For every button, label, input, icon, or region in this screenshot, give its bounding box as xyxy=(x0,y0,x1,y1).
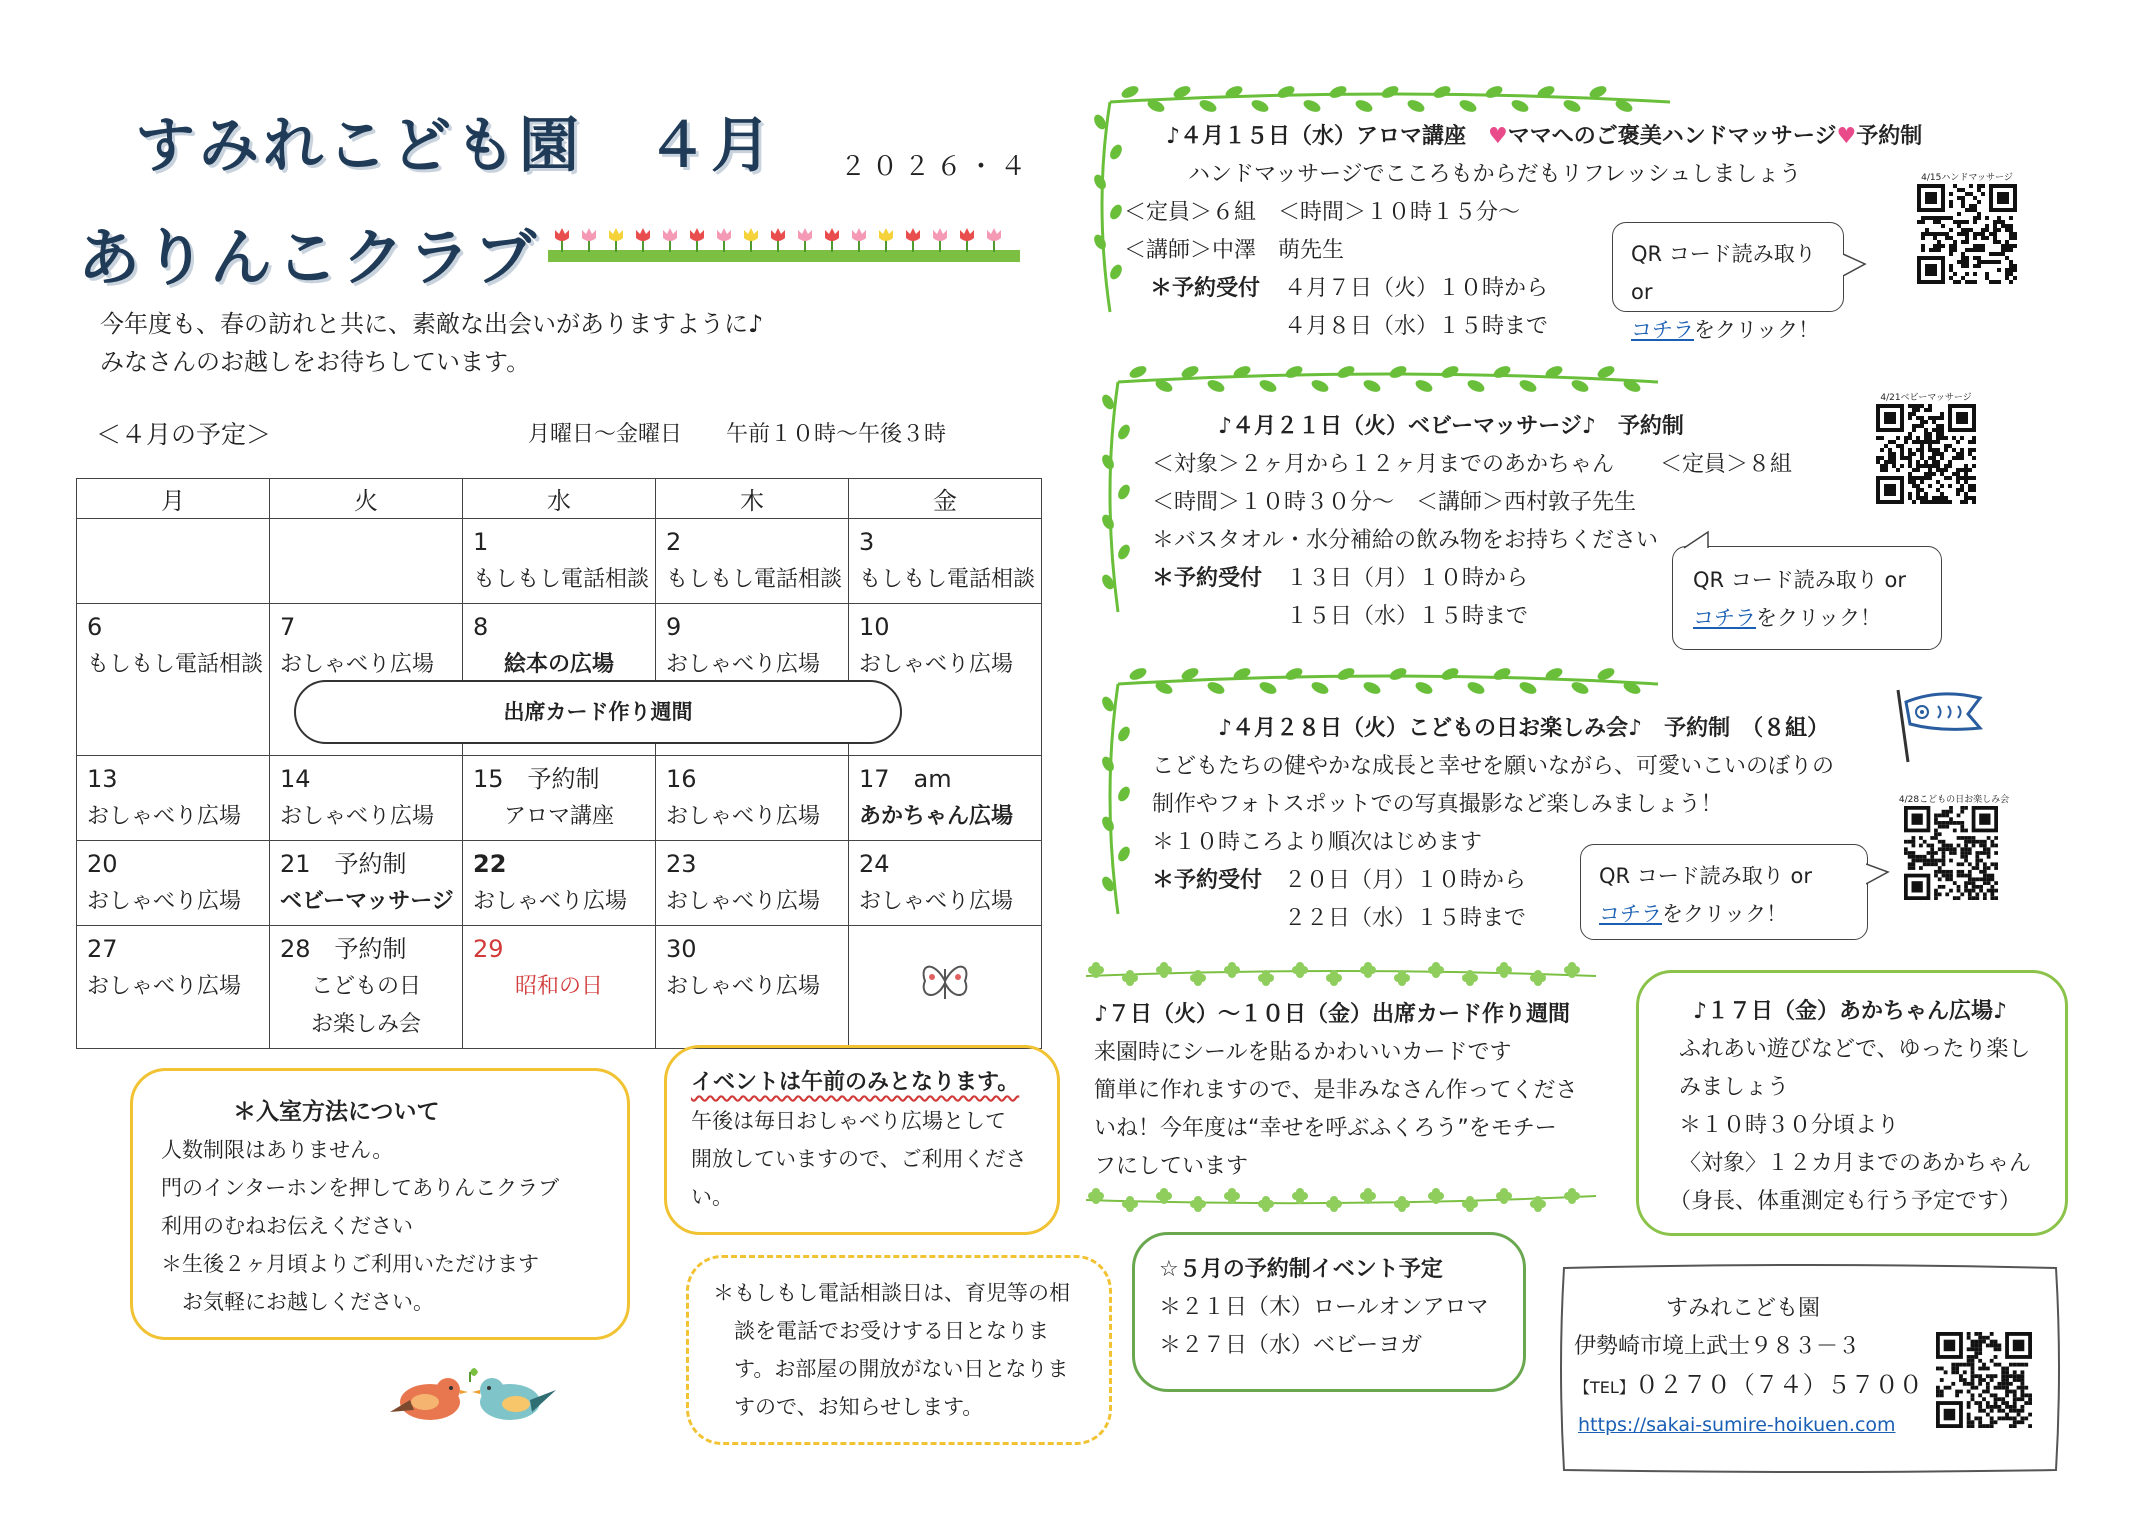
butterfly-icon xyxy=(915,951,975,1011)
holiday-name: 昭和の日 xyxy=(514,974,603,999)
contact-phone xyxy=(1574,1366,1923,1407)
calendar-week-row xyxy=(77,519,1042,604)
calendar-cell xyxy=(849,841,1042,926)
may-events-title: ☆５月の予約制イベント予定 xyxy=(1159,1257,1443,1282)
calendar-cell-empty xyxy=(77,519,270,604)
aroma-teacher: ＜講師＞中澤 萌先生 xyxy=(1124,238,1345,263)
kids-reserve-label: ＊予約受付 xyxy=(1152,868,1263,893)
kids-day-desc: こどもたちの健やかな成長と幸せを願いながら、可愛いこいのぼりの xyxy=(1152,754,1835,779)
aroma-reserve-label: ＊予約受付 xyxy=(1150,276,1261,301)
aroma-desc: ハンドマッサージでこころもからだもリフレッシュしましょう xyxy=(1188,162,1802,187)
calendar-cell xyxy=(270,841,463,926)
day-number: 17 am xyxy=(859,765,952,793)
calendar-cell xyxy=(463,756,656,841)
baby-plaza-box xyxy=(1636,970,2068,1236)
baby-reserve-end: １５日（水）１５時まで xyxy=(1286,604,1529,629)
weekday-header-row xyxy=(77,479,1042,519)
aroma-title xyxy=(1166,118,1922,156)
day-number: 15 予約制 xyxy=(473,765,600,793)
entry-info-line: お気軽にお越しください。 xyxy=(161,1290,434,1314)
calendar-cell xyxy=(463,841,656,926)
baby-plaza-line: みましょう xyxy=(1679,1075,1790,1100)
carp-streamer-icon xyxy=(1890,680,1986,764)
kids-qr-bubble xyxy=(1580,844,1868,940)
kids-day-note: ＊１０時ころより順次はじめます xyxy=(1152,830,1483,855)
baby-massage-title: ♪４月２１日（火）ベビーマッサージ♪ 予約制 xyxy=(1218,414,1684,439)
day-event: もしもし電話相談 xyxy=(859,567,1036,592)
contact-name: すみれこども園 xyxy=(1666,1296,1821,1321)
day-number: 21 予約制 xyxy=(280,850,407,878)
tel-label: 【TEL】 xyxy=(1574,1378,1635,1397)
kids-qr-block xyxy=(1892,794,2016,920)
intro-line-1: 今年度も、春の訪れと共に、素敵な出会いがありますように♪ xyxy=(100,310,764,338)
phone-consult-line: す。お部屋の開放がない日となりま xyxy=(713,1357,1069,1381)
issue-date: ２０２６・４ xyxy=(840,152,1033,182)
aroma-qr-block xyxy=(1908,172,2026,310)
day-event: ベビーマッサージ xyxy=(280,889,454,914)
afternoon-notice-line: 午後は毎日おしゃべり広場として xyxy=(691,1109,1006,1133)
card-week-line: フにしています xyxy=(1094,1154,1249,1179)
qr-bubble-line: QR コード読み取り or xyxy=(1693,568,1906,592)
entry-info-line: ＊生後２ヶ月頃よりご利用いただけます xyxy=(161,1252,539,1276)
qr-bubble-line: QR コード読み取り or xyxy=(1599,864,1812,888)
day-number: 20 xyxy=(87,850,118,878)
day-event: お楽しみ会 xyxy=(310,1012,421,1037)
day-number: 9 xyxy=(666,613,682,641)
card-week-label: 出席カード作り週間 xyxy=(294,680,902,744)
day-event: おしゃべり広場 xyxy=(666,652,821,677)
heart-icon: ♥ xyxy=(1836,124,1857,149)
day-event: もしもし電話相談 xyxy=(666,567,843,592)
contact-address: 伊勢崎市境上武士９８３－３ xyxy=(1574,1334,1861,1359)
aroma-reserve-start: ４月７日（火）１０時から xyxy=(1284,276,1549,301)
intro-line-2: みなさんのお越しをお待ちしています。 xyxy=(100,348,531,376)
april-calendar xyxy=(76,478,1042,1049)
kids-day-title: ♪４月２８日（火）こどもの日お楽しみ会♪ 予約制 （８組） xyxy=(1218,716,1830,741)
phone-consult-line: すので、お知らせします。 xyxy=(713,1395,984,1419)
day-event: おしゃべり広場 xyxy=(280,652,435,677)
qr-code-icon[interactable] xyxy=(1917,184,2017,284)
baby-plaza-title: ♪１７日（金）あかちゃん広場♪ xyxy=(1693,999,2008,1024)
aroma-reserve-end: ４月８日（水）１５時まで xyxy=(1284,314,1549,339)
day-event: おしゃべり広場 xyxy=(87,804,242,829)
phone-consult-line: 談を電話でお受けする日となりま xyxy=(713,1319,1049,1343)
tulip-row-illustration xyxy=(548,224,1020,262)
day-event: あかちゃん広場 xyxy=(859,804,1014,829)
clover-vine-decoration xyxy=(1086,960,1596,990)
day-event: こどもの日 xyxy=(310,974,421,999)
day-event: アロマ講座 xyxy=(503,804,614,829)
aroma-capacity: ＜定員＞６組 ＜時間＞１０時１５分～ xyxy=(1124,200,1521,225)
weekday-mon: 月 xyxy=(77,479,270,519)
day-event: もしもし電話相談 xyxy=(473,567,650,592)
afternoon-notice-line: 開放していますので、ご利用くださ xyxy=(691,1147,1027,1171)
day-number-holiday: 29 xyxy=(473,935,504,963)
baby-massage-capacity: ＜定員＞８組 xyxy=(1660,452,1793,477)
calendar-cell xyxy=(77,604,270,756)
baby-reserve-label: ＊予約受付 xyxy=(1152,566,1263,591)
baby-plaza-line: 〈対象〉１２カ月までのあかちゃん xyxy=(1679,1151,2032,1176)
qr-bubble-text: をクリック！ xyxy=(1756,606,1882,630)
entry-info-line: 門のインターホンを押してありんこクラブ xyxy=(161,1176,560,1200)
calendar-cell-empty xyxy=(270,519,463,604)
calendar-week-row xyxy=(77,841,1042,926)
qr-bubble-line xyxy=(1693,599,1921,637)
weekday-tue: 火 xyxy=(270,479,463,519)
weekday-wed: 水 xyxy=(463,479,656,519)
website-link[interactable]: https://sakai-sumire-hoikuen.com xyxy=(1578,1414,1896,1436)
qr-code-icon[interactable] xyxy=(1936,1332,2032,1428)
kids-link[interactable]: コチラ xyxy=(1599,902,1662,926)
day-event: もしもし電話相談 xyxy=(87,652,264,677)
afternoon-notice-title: イベントは午前のみとなります。 xyxy=(691,1070,1020,1095)
day-number: 27 xyxy=(87,935,118,963)
calendar-cell xyxy=(656,756,849,841)
day-event: おしゃべり広場 xyxy=(666,889,821,914)
qr-bubble-line xyxy=(1631,311,1825,349)
weekday-fri: 金 xyxy=(849,479,1042,519)
baby-massage-time: ＜時間＞１０時３０分～ ＜講師＞西村敦子先生 xyxy=(1152,490,1637,515)
calendar-cell xyxy=(656,841,849,926)
may-event-line: ＊２７日（水）ベビーヨガ xyxy=(1159,1333,1423,1358)
qr-bubble-line xyxy=(1599,895,1849,933)
bubble-pointer xyxy=(1866,860,1890,890)
day-number: 30 xyxy=(666,935,697,963)
day-event: おしゃべり広場 xyxy=(666,974,821,999)
day-number: 24 xyxy=(859,850,890,878)
page-title: すみれこども園 ４月 xyxy=(135,111,775,181)
day-event: おしゃべり広場 xyxy=(87,974,242,999)
day-number: 8 xyxy=(473,613,489,641)
calendar-cell xyxy=(270,756,463,841)
calendar-cell xyxy=(849,519,1042,604)
day-event: おしゃべり広場 xyxy=(280,804,435,829)
kids-day-desc: 制作やフォトスポットでの写真撮影など楽しみましょう！ xyxy=(1152,792,1723,817)
calendar-cell xyxy=(463,519,656,604)
entry-info-line: 人数制限はありません。 xyxy=(161,1138,394,1162)
baby-massage-target: ＜対象＞２ヶ月から１２ヶ月までのあかちゃん xyxy=(1152,452,1615,477)
day-number: 23 xyxy=(666,850,697,878)
calendar-cell xyxy=(656,519,849,604)
baby-qr-bubble xyxy=(1672,546,1942,650)
baby-plaza-line: ふれあい遊びなどで、ゆったり楽し xyxy=(1679,1037,2031,1062)
may-event-line: ＊２１日（木）ロールオンアロマ xyxy=(1159,1295,1489,1320)
baby-qr-block xyxy=(1860,392,1992,530)
bubble-pointer xyxy=(1680,530,1720,550)
aroma-title-date: ♪４月１５日（水）アロマ講座 xyxy=(1166,124,1489,149)
entry-info-title: ＊入室方法について xyxy=(233,1099,440,1125)
aroma-link[interactable]: コチラ xyxy=(1631,318,1694,342)
opening-hours: 月曜日～金曜日 午前１０時～午後３時 xyxy=(528,422,947,447)
kids-reserve-end: ２２日（水）１５時まで xyxy=(1284,906,1527,931)
qr-bubble-text: をクリック！ xyxy=(1662,902,1788,926)
day-number: 14 xyxy=(280,765,311,793)
calendar-cell xyxy=(77,756,270,841)
may-events-box xyxy=(1132,1232,1526,1392)
aroma-title-name: ママへのご褒美ハンドマッサージ xyxy=(1507,124,1837,149)
tel-number: ０２７０（７４）５７００ xyxy=(1634,1371,1923,1399)
qr-caption: 4/15ハンドマッサージ xyxy=(1921,173,2013,183)
day-number: 1 xyxy=(473,528,489,556)
qr-bubble-text: をクリック！ xyxy=(1694,318,1820,342)
qr-caption: 4/28こどもの日お楽しみ会 xyxy=(1898,795,2010,805)
club-name: ありんこクラブ xyxy=(78,221,541,294)
card-week-line: いね！今年度は“幸せを呼ぶふくろう”をモチー xyxy=(1094,1116,1557,1141)
entry-info-box xyxy=(130,1068,630,1340)
calendar-cell-butterfly xyxy=(849,926,1042,1049)
heart-icon: ♥ xyxy=(1488,124,1508,149)
calendar-cell xyxy=(656,926,849,1049)
afternoon-notice-box xyxy=(664,1045,1060,1235)
day-number: 6 xyxy=(87,613,103,641)
day-event: おしゃべり広場 xyxy=(666,804,821,829)
day-number: 28 予約制 xyxy=(280,935,407,963)
day-number: 16 xyxy=(666,765,697,793)
afternoon-notice-line: い。 xyxy=(691,1185,733,1209)
calendar-cell xyxy=(463,926,656,1049)
day-event: おしゃべり広場 xyxy=(87,889,242,914)
day-event: 絵本の広場 xyxy=(503,652,614,677)
bubble-pointer xyxy=(1843,250,1867,280)
day-event: おしゃべり広場 xyxy=(473,889,628,914)
phone-consult-box xyxy=(686,1255,1112,1445)
day-event: おしゃべり広場 xyxy=(859,652,1014,677)
aroma-title-reserve: 予約制 xyxy=(1856,124,1923,149)
baby-massage-bring: ＊バスタオル・水分補給の飲み物をお持ちください xyxy=(1152,528,1659,553)
day-number: 10 xyxy=(859,613,890,641)
calendar-cell xyxy=(270,926,463,1049)
kids-reserve-start: ２０日（月）１０時から xyxy=(1284,868,1527,893)
calendar-week-row xyxy=(77,756,1042,841)
calendar-week-row xyxy=(77,926,1042,1049)
qr-code-icon[interactable] xyxy=(1904,806,1998,900)
aroma-qr-bubble xyxy=(1612,222,1844,342)
qr-caption: 4/21ベビーマッサージ xyxy=(1880,393,1972,403)
day-number: 7 xyxy=(280,613,296,641)
card-week-line: 簡単に作れますので、是非みなさん作ってくださ xyxy=(1094,1078,1578,1103)
day-number: 2 xyxy=(666,528,682,556)
card-week-line: 来園時にシールを貼るかわいいカードです xyxy=(1094,1040,1512,1065)
baby-plaza-line: ＊１０時３０分頃より xyxy=(1679,1113,1900,1138)
day-number: 13 xyxy=(87,765,118,793)
baby-plaza-line: （身長、体重測定も行う予定です） xyxy=(1669,1189,2022,1214)
entry-info-line: 利用のむねお伝えください xyxy=(161,1214,413,1238)
card-week-title: ♪７日（火）～１０日（金）出席カード作り週間 xyxy=(1094,1002,1571,1027)
schedule-heading: ＜４月の予定＞ xyxy=(96,420,272,449)
clover-vine-decoration xyxy=(1086,1184,1596,1214)
weekday-thu: 木 xyxy=(656,479,849,519)
calendar-cell xyxy=(849,756,1042,841)
calendar-cell xyxy=(77,841,270,926)
phone-consult-line: ＊もしもし電話相談日は、育児等の相 xyxy=(713,1281,1070,1305)
qr-bubble-line: QR コード読み取り or xyxy=(1631,242,1816,304)
day-event: おしゃべり広場 xyxy=(859,889,1014,914)
baby-link[interactable]: コチラ xyxy=(1693,606,1756,630)
day-number: 3 xyxy=(859,528,875,556)
baby-reserve-start: １３日（月）１０時から xyxy=(1286,566,1529,591)
qr-code-icon[interactable] xyxy=(1876,404,1976,504)
calendar-cell xyxy=(77,926,270,1049)
day-number: 22 xyxy=(473,850,507,878)
birds-illustration xyxy=(380,1360,570,1430)
